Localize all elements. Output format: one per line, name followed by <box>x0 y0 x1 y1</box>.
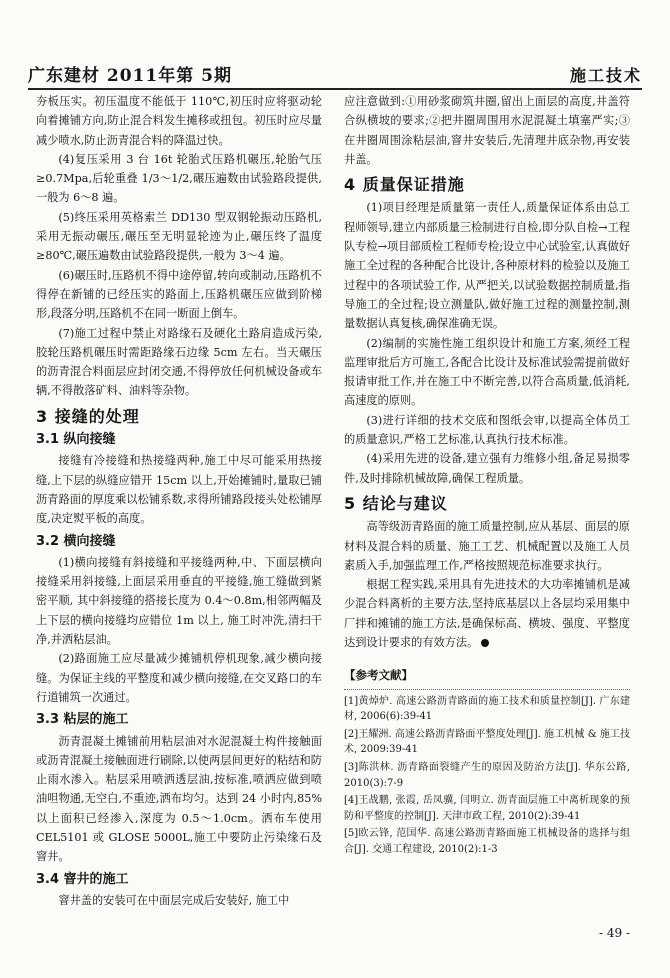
paragraph: (2)编制的实施性施工组织设计和施工方案,须经工程监理审批后方可施工,各配合比设计及标准试验需提前做好报请审批工作,并在施工中不断完善,以符合高质量,低消耗,高速度的原则。 <box>344 336 630 408</box>
paragraph <box>344 575 630 652</box>
right-column <box>344 92 630 860</box>
section-heading: 3 接缝的处理 <box>36 406 140 426</box>
paragraph: (6)碾压时,压路机不得中途停留,转向或制动,压路机不得停在新铺的已经压实的路面上,压路机碾压应做到阶梯形,段落分明,压路机不在同一断面上倒车。 <box>36 268 322 321</box>
end-mark-icon <box>481 639 489 647</box>
reference-item: [1]黄焯炉. 高速公路沥青路面的施工技术和质量控制[J]. 广东建材, 2006(6):39-41 <box>344 695 630 723</box>
journal-title: 广东建材 2011年第 5期 <box>28 66 232 86</box>
subsection-heading: 3.3 粘层的施工 <box>36 712 129 728</box>
references-list <box>344 689 630 858</box>
paragraph: (1)项目经理是质量第一责任人,质量保证体系由总工程师领导,建立内部质量三检制进行自检,即分队自检→工程队专检→项目部质检工程师专检;设立中心试验室,认真做好施工全过程的各种配合比设计,各种原材料的检验以及施工过程中的各项试验工作, 从严把关,以试验数据控制质量,指导施工的全过程;设立测量队,做好施工过程的测量控制,测量数据认真复核,确保准确无误。 <box>344 201 630 331</box>
subsection-heading: 3.1 纵向接缝 <box>36 432 116 448</box>
paragraph: (1)横向接缝有斜接缝和平接缝两种,中、下面层横向接缝采用斜接缝,上面层采用垂直的平接缝,施工缝做到紧密平顺, 其中斜接缝的搭接长度为 0.4～0.8m,相邻两幅及上下层的横向接缝均应错位 1m 以上, 施工时冲洗,清扫干净,并洒粘层油。 <box>36 555 322 647</box>
paragraph: 应注意做到:①用砂浆砌筑井圈,留出上面层的高度,井盖符合纵横坡的要求;②把井圈周围用水泥混凝土填塞严实;③在井圈周围涂粘层油,窨井安装后,先清理井底杂物,再安装井盖。 <box>344 95 630 166</box>
paragraph: 夯板压实。初压温度不能低于 110℃,初压时应将驱动轮向着摊铺方向,防止混合料发生摊移或扭包。初压时应尽量减少喷水,防止沥青混合料的降温过快。 <box>36 95 322 147</box>
paragraph: 沥青混凝土摊铺前用粘层油对水泥混凝土构件接触面或沥青混凝土接触面进行刷除,以使两层间更好的粘结和防止雨水渗入。粘层采用喷洒透层油,按标准,喷洒应做到喷油呾物通,无空白,不重迹,洒布均匀。达到 24 小时内,85%以上面积已经渗入,深度为 0.5～1.0cm。洒布车使用 CEL5101 或 GLOSE 5000L,施工中要防止污染缘石及窨井。 <box>36 734 322 864</box>
subsection-heading: 3.4 窨井的施工 <box>36 871 129 887</box>
reference-item: [4]王战鹏, 张霞, 岳凤骥, 闫明立. 沥青面层施工中离析现象的预防和平整度的控制[J]. 天津市政工程, 2010(2):39-41 <box>344 795 630 822</box>
paragraph: (3)进行详细的技术交底和图纸会审,以提高全体员工的质量意识,严格工艺标准,认真执行技术标准。 <box>344 413 630 447</box>
paragraph: 窨井盖的安装可在中面层完成后安装好, 施工中 <box>58 893 290 907</box>
section-heading: 5 结论与建议 <box>344 493 448 513</box>
references-title: 【参考文献】 <box>344 668 413 683</box>
subsection-heading: 3.2 横向接缝 <box>36 533 116 549</box>
left-column <box>36 92 322 910</box>
reference-item: [5]欧云锋, 范国华. 高速公路沥青路面施工机械设备的选择与组合[J]. 交通工程建设, 2010(2):1-3 <box>344 828 630 855</box>
paragraph: (7)施工过程中禁止对路缘石及硬化土路肩造成污染,胶轮压路机碾压时需距路缘石边缘 5cm 左右。当天碾压的沥青混合料面层应封闭交通,不得停放任何机械设备或车辆,不得散落矿料、油料等杂物。 <box>36 326 322 398</box>
paragraph: (5)终压采用英格索兰 DD130 型双钢轮振动压路机,采用无振动碾压,碾压至无明显轮迹为止,碾压终了温度≥80℃,碾压遍数由试验路段提供,一般为 3～4 遍。 <box>36 210 322 263</box>
paragraph: 接缝有冷接缝和热接缝两种,施工中尽可能采用热接缝,上下层的纵缝应错开 15cm 以上,开始摊铺时,量取已铺沥青路面的厚度乘以松铺系数,求得所铺路段接头处松铺厚度,决定熨平板的高度。 <box>36 454 322 526</box>
running-header <box>28 56 642 90</box>
reference-item: [2]王耀洲. 高速公路沥青路面平整度处理[J]. 施工机械 & 施工技术, 2009:39-41 <box>344 728 630 756</box>
section-title: 施工技术 <box>569 66 642 85</box>
paragraph: 高等级沥青路面的施工质量控制,应从基层、面层的原材料及混合料的质量、施工工艺、机械配置以及施工人员素质入手,加强监理工作,严格按照规范标准要求执行。 <box>344 520 630 572</box>
section-heading: 4 质量保证措施 <box>344 175 465 195</box>
reference-item: [3]陈洪林. 沥青路面裂缝产生的原因及防治方法[J]. 华东公路, 2010(3):7-9 <box>344 761 630 789</box>
paragraph: (4)采用先进的设备,建立强有力维修小组,备足易损零件,及时排除机械故障,确保工程质量。 <box>344 452 630 485</box>
paragraph: (4)复压采用 3 台 16t 轮胎式压路机碾压,轮胎气压≥0.7Mpa,后轮重叠 1/3～1/2,碾压遍数由试验路段提供,一般为 6～8 遍。 <box>36 152 322 205</box>
paragraph-text: 根据工程实践,采用具有先进技术的大功率摊铺机是减少混合料离析的主要方法,坚持底基层以上各层均采用集中厂拌和摊铺的施工方法,是确保标高、横坡、强度、平整度达到设计要求的有效方法。 <box>344 578 630 650</box>
page-number: - 49 - <box>598 926 630 940</box>
paragraph: (2)路面施工应尽量减少摊铺机停机现象,减少横向接缝。为保证主线的平整度和减少横向接缝,在交叉路口的车行道铺筑一次通过。 <box>36 652 322 704</box>
